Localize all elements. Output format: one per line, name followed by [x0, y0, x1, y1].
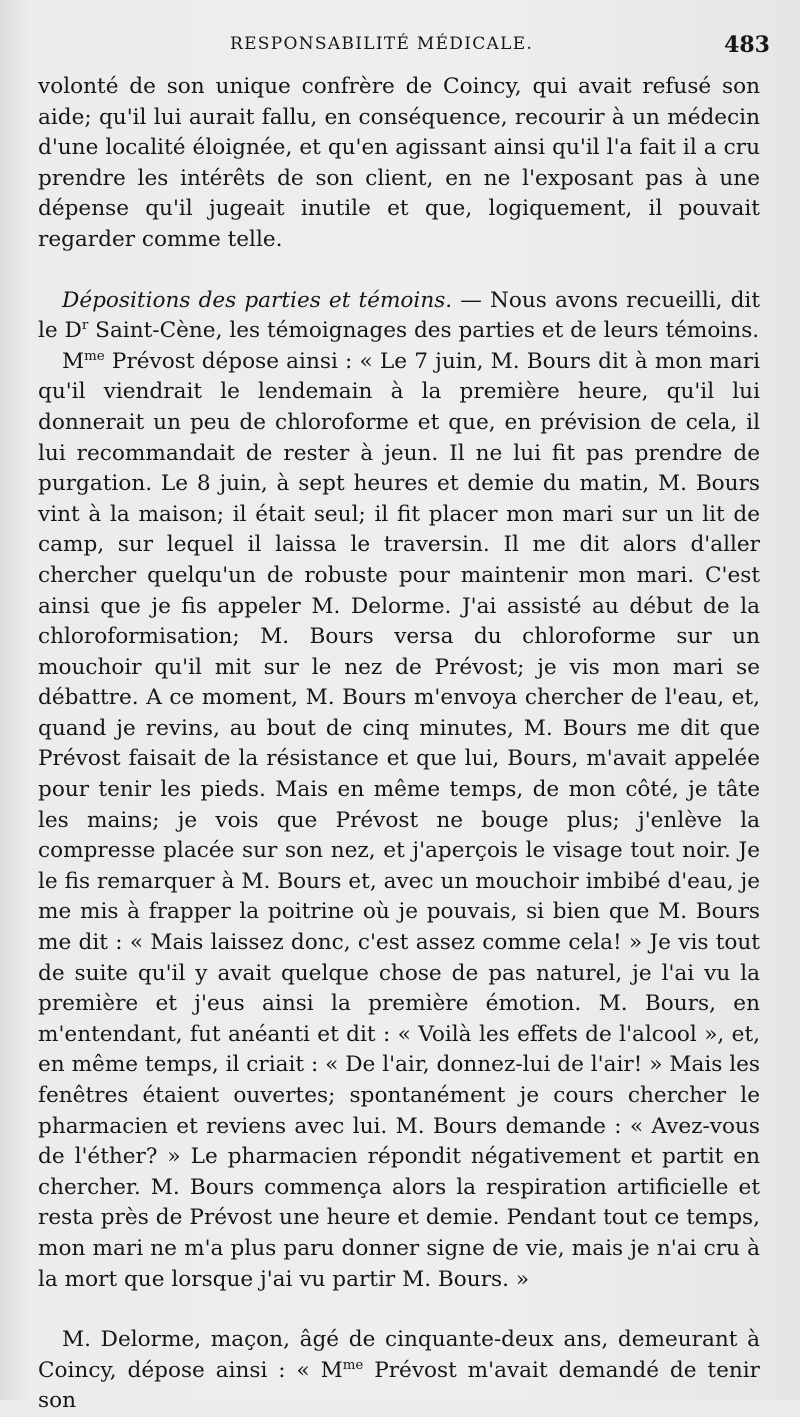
superscript: me — [84, 348, 105, 364]
paragraph-continuation — [38, 72, 760, 256]
paragraph-text: — Nous avons recueilli, dit le D — [38, 287, 761, 344]
page-header — [0, 34, 800, 64]
running-title: RESPONSABILITÉ MÉDICALE. — [230, 34, 534, 54]
superscript: r — [81, 317, 89, 333]
paragraph-text: volonté de son unique confrère de Coincy, qui avait refusé son aide; qu'il lui aurait fallu, en conséquence, recourir à un médecin d'une localité éloignée, et qu'en agissant ainsi qu'il l'a fait il a cru prendre les intérêts de son client, en ne l'exposant pas à une dépense qu'il jugeait inutile et que, logiquement, il pouvait regarder comme telle. — [38, 74, 760, 252]
paragraph-delorme-testimony — [38, 1325, 760, 1417]
section-heading: Dépositions des parties et témoins. — [62, 287, 453, 313]
paragraph-text: Saint-Cène, les témoignages des parties et de leurs témoins. — [88, 318, 760, 344]
paragraph-depositions — [38, 286, 760, 347]
paragraph-text: M. Delorme, maçon, âgé de cinquante-deux ans, demeurant à Coincy, dépose ainsi : « M — [38, 1327, 760, 1383]
page-number: 483 — [724, 32, 770, 58]
paragraph-text: M — [62, 348, 85, 374]
paragraph-text: Prévost dépose ainsi : « Le 7 juin, M. Bours dit à mon mari qu'il viendrait le lendemain à la première heure, qu'il lui donnerait un peu de chloroforme et que, en prévision de cela, il lui recommandait de rester à jeun. Il ne lui fit pas prendre de purgation. Le 8 juin, à sept heures et demie du matin, M. Bours vint à la maison; il était seul; il fit placer mon mari sur un lit de camp, sur lequel il laissa le traversin. Il me dit alors d'aller chercher quelqu'un de robuste pour maintenir mon mari. C'est ainsi que je fis appeler M. Delorme. J'ai assisté au début de la chloroformisation; M. Bours versa du chloroforme sur un mouchoir qu'il mit sur le nez de Prévost; je vis mon mari se débattre. A ce moment, M. Bours m'envoya chercher de l'eau, et, quand je revins, au bout de cinq minutes, M. Bours me dit que Prévost faisait de la résistance et que lui, Bours, m'avait appelée pour tenir les pieds. Mais en même temps, de mon côté, je tâte les mains; je vois que Prévost ne bouge plus; j'enlève la compresse placée sur son nez, et j'aperçois le visage tout noir. Je le fis remarquer à M. Bours et, avec un mouchoir imbibé d'eau, je me mis à frapper la poitrine où je pouvais, si bien que M. Bours me dit : « Mais laissez donc, c'est assez comme cela! » Je vis tout de suite qu'il y avait quelque chose de pas naturel, je l'ai vu la première et j'eus ainsi la première émotion. M. Bours, en m'entendant, fut anéanti et dit : « Voilà les effets de l'alcool », et, en même temps, il criait : « De l'air, donnez-lui de l'air! » Mais les fenêtres étaient ouvertes; spontanément je cours chercher le pharmacien et reviens avec lui. M. Bours demande : « Avez-vous de l'éther? » Le pharmacien répondit négativement et partit en chercher. M. Bours commença alors la respiration artificielle et resta près de Prévost une heure et demie. Pendant tout ce temps, mon mari ne m'a plus paru donner signe de vie, mais je n'ai cru à la mort que lorsque j'ai vu partir M. Bours. » — [38, 348, 760, 1292]
paragraph-text: Prévost m'avait demandé de tenir son — [38, 1357, 760, 1414]
superscript: me — [342, 1357, 364, 1373]
paragraph-prevost-testimony — [38, 347, 760, 1295]
body-text — [38, 72, 760, 1417]
